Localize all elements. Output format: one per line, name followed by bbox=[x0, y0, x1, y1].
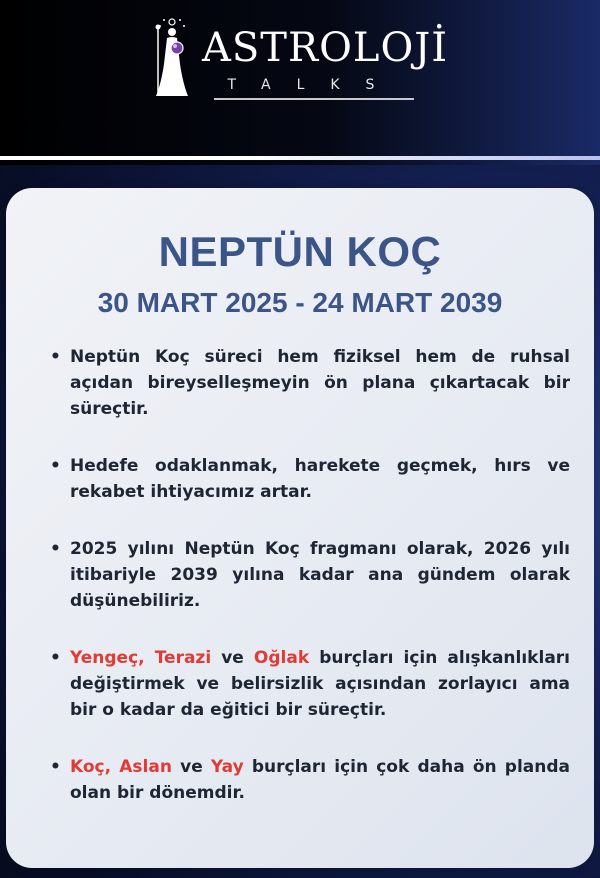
zodiac-sign-highlight: Aslan bbox=[119, 757, 172, 777]
zodiac-sign-highlight: Yengeç bbox=[70, 648, 139, 668]
bullet-list bbox=[50, 344, 570, 837]
bullet-item bbox=[50, 645, 570, 723]
separator: , bbox=[138, 648, 155, 668]
separator: ve bbox=[171, 757, 211, 777]
bullet-text: Neptün Koç süreci hem fiziksel hem de ruhsal açıdan bireyselleşmeyin ön plana çıkartacak bir süreçtir. bbox=[70, 347, 570, 419]
header-divider bbox=[0, 156, 600, 160]
bullet-text: 2025 yılını Neptün Koç fragmanı olarak, 2026 yılı itibariyle 2039 yılına kadar ana gündem olarak düşünebiliriz. bbox=[70, 539, 570, 611]
card-title: NEPTÜN KOÇ bbox=[158, 228, 442, 275]
logo-subtitle: TALKS bbox=[214, 74, 414, 100]
separator: ve bbox=[211, 648, 254, 668]
astroloji-talks-logo bbox=[150, 14, 450, 104]
bullet-text: burçları için çok daha ön planda olan bir dönemdir. bbox=[70, 757, 570, 803]
bullet-item bbox=[50, 754, 570, 806]
zodiac-sign-highlight: Yay bbox=[210, 757, 244, 777]
zodiac-sign-highlight: Oğlak bbox=[253, 648, 310, 668]
bullet-item bbox=[50, 536, 570, 614]
bullet-item bbox=[50, 453, 570, 505]
zodiac-sign-highlight: Terazi bbox=[154, 648, 212, 668]
card-dates: 30 MART 2025 - 24 MART 2039 bbox=[97, 287, 503, 318]
zodiac-sign-highlight: Koç bbox=[70, 757, 105, 777]
logo-title: ASTROLOJİ bbox=[202, 25, 449, 71]
bullet-text: Hedefe odaklanmak, harekete geçmek, hırs ve rekabet ihtiyacımız artar. bbox=[70, 456, 570, 502]
bullet-text: burçları için alışkanlıkları değiştirmek ve belirsizlik açısından zorlayıcı ama bir o kadar da eğitici bir süreçtir. bbox=[70, 648, 570, 720]
goddess-figure-icon bbox=[150, 14, 195, 99]
separator: , bbox=[104, 757, 120, 777]
bullet-item bbox=[50, 344, 570, 422]
